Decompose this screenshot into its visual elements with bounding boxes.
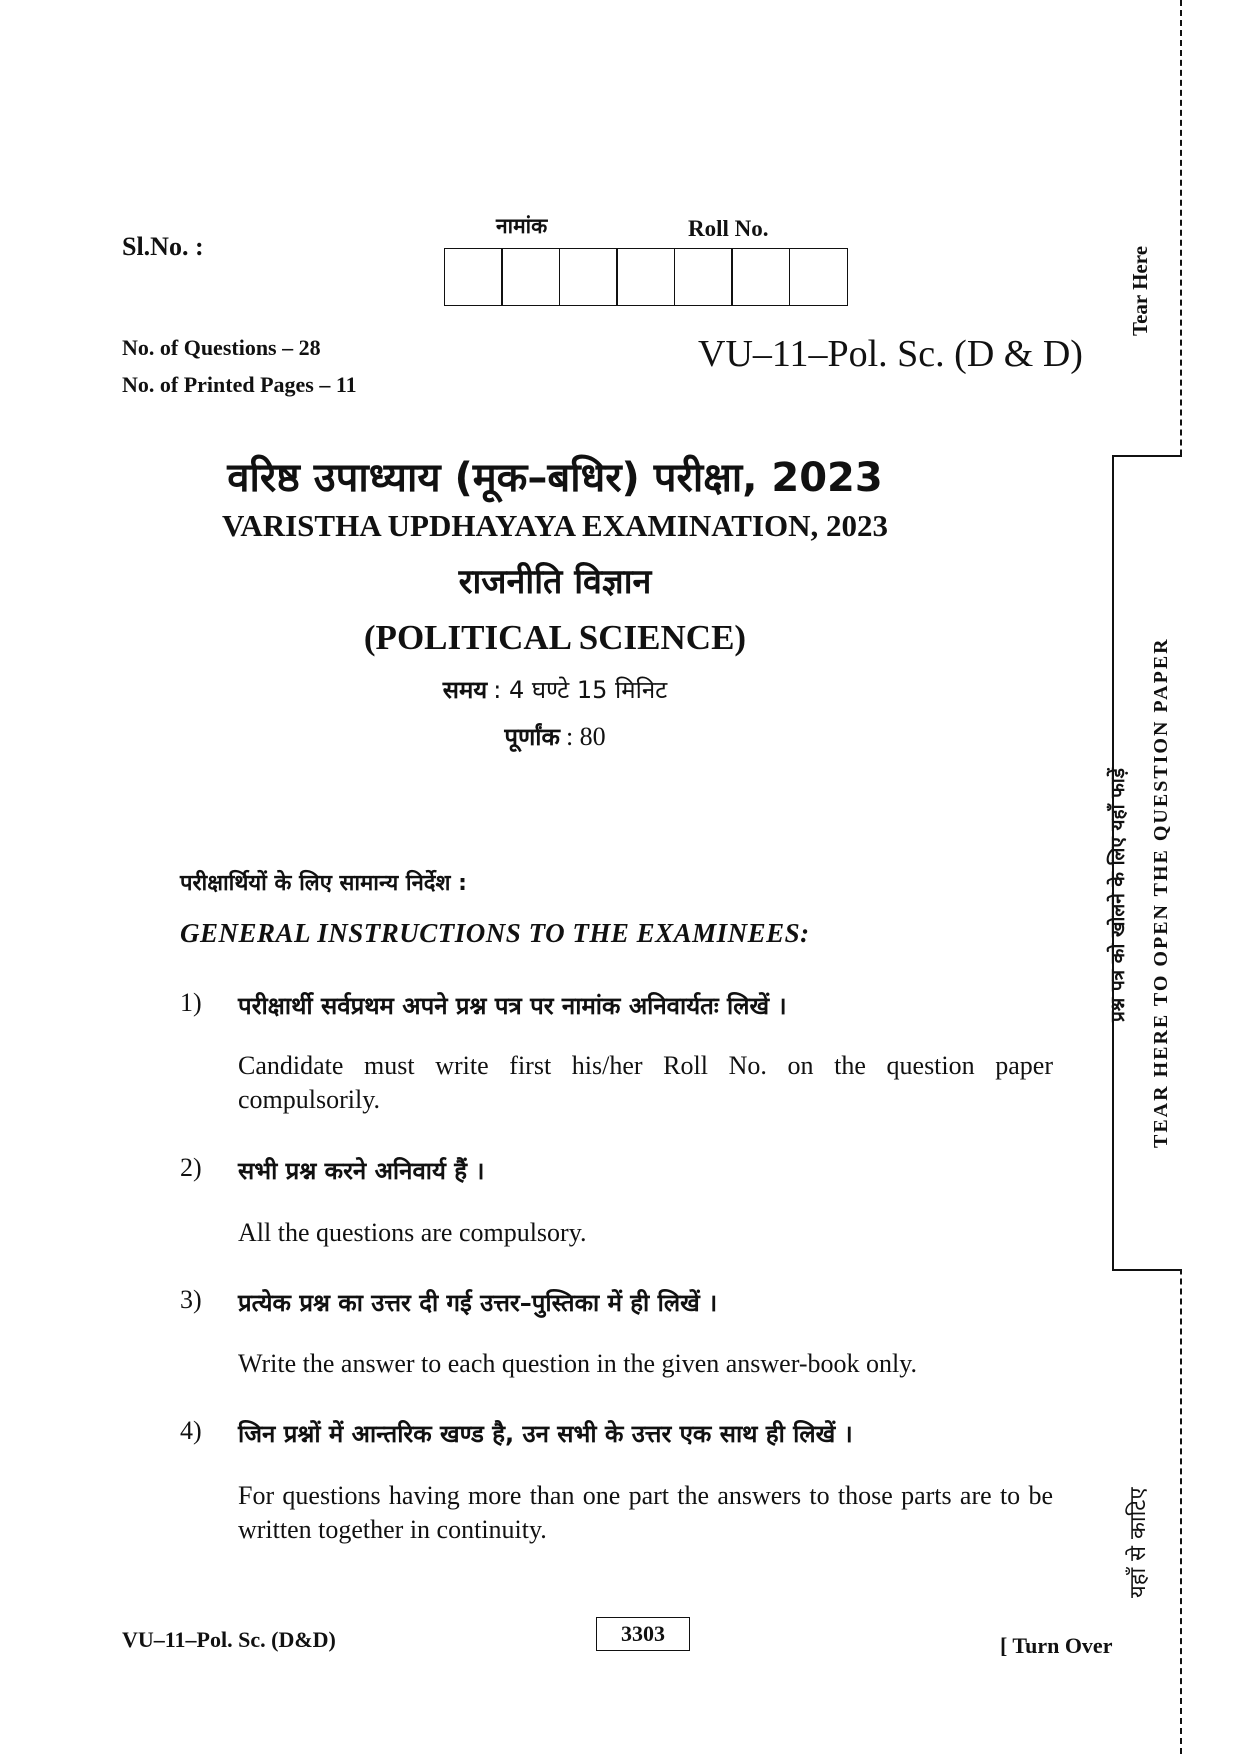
roll-label-english: Roll No. xyxy=(688,216,769,241)
instruction-english: Candidate must write first his/her Roll No. on the question paper compulsorily. xyxy=(238,1051,1053,1114)
roll-digit-box[interactable] xyxy=(501,248,560,306)
roll-digit-box[interactable] xyxy=(789,248,848,306)
instruction-number: 3) xyxy=(180,1285,202,1314)
footer-paper-code: VU–11–Pol. Sc. (D&D) xyxy=(122,1627,336,1652)
printed-pages-count: No. of Printed Pages – 11 xyxy=(122,372,357,397)
marks-label: पूर्णांक xyxy=(504,723,560,751)
exam-title-hindi: वरिष्ठ उपाध्याय (मूक–बधिर) परीक्षा, 2023 xyxy=(227,455,883,501)
subject-hindi: राजनीति विज्ञान xyxy=(458,562,652,602)
tear-box-hindi: प्रश्न पत्र को खोलने के लिए यहाँ फाड़ें xyxy=(1107,768,1129,1022)
turn-over-label: [ Turn Over xyxy=(1000,1633,1113,1658)
roll-digit-box[interactable] xyxy=(731,248,790,306)
instruction-english: Write the answer to each question in the given answer-book only. xyxy=(238,1349,918,1378)
roll-digit-box[interactable] xyxy=(444,248,503,306)
instruction-hindi: जिन प्रश्नों में आन्तरिक खण्ड है, उन सभी के उत्तर एक साथ ही लिखें । xyxy=(238,1420,853,1448)
instruction-hindi: प्रत्येक प्रश्न का उत्तर दी गई उत्तर–पुस्तिका में ही लिखें । xyxy=(238,1289,718,1317)
exam-title-english: VARISTHA UPDHAYAYA EXAMINATION, 2023 xyxy=(221,508,889,543)
page-code: 3303 xyxy=(596,1617,690,1651)
instruction-number: 1) xyxy=(180,988,202,1017)
tear-box-english: TEAR HERE TO OPEN THE QUESTION PAPER xyxy=(1150,637,1172,1148)
tear-here-label: Tear Here xyxy=(1128,245,1152,336)
time-label: समय xyxy=(442,676,488,704)
instruction-number: 4) xyxy=(180,1416,202,1445)
roll-digit-box[interactable] xyxy=(616,248,675,306)
roll-digit-box[interactable] xyxy=(674,248,733,306)
instruction-hindi: परीक्षार्थी सर्वप्रथम अपने प्रश्न पत्र पर नामांक अनिवार्यतः लिखें । xyxy=(238,992,787,1020)
roll-digit-box[interactable] xyxy=(559,248,618,306)
roll-number-boxes xyxy=(445,248,848,306)
instruction-english: All the questions are compulsory. xyxy=(238,1218,587,1247)
question-count: No. of Questions – 28 xyxy=(122,335,321,360)
subject-english: (POLITICAL SCIENCE) xyxy=(363,618,747,657)
paper-code: VU–11–Pol. Sc. (D & D) xyxy=(698,333,1083,375)
instructions-heading-hindi: परीक्षार्थियों के लिए सामान्य निर्देश : xyxy=(180,871,467,896)
instruction-number: 2) xyxy=(180,1153,202,1182)
time-value: : 4 घण्टे 15 मिनिट xyxy=(493,676,668,704)
maximum-marks xyxy=(0,720,1110,753)
marks-value: : 80 xyxy=(565,722,606,751)
roll-label-hindi: नामांक xyxy=(496,214,548,238)
instruction-english: For questions having more than one part the answers to those parts are to be written together in continuity. xyxy=(238,1481,1053,1544)
instructions-heading-english: GENERAL INSTRUCTIONS TO THE EXAMINEES: xyxy=(180,918,810,948)
cut-here-hindi: यहाँ से काटिए xyxy=(1126,1487,1151,1598)
instruction-hindi: सभी प्रश्न करने अनिवार्य हैं । xyxy=(238,1157,485,1185)
serial-number-label: Sl.No. : xyxy=(122,232,204,261)
time-allowed xyxy=(0,673,1110,706)
